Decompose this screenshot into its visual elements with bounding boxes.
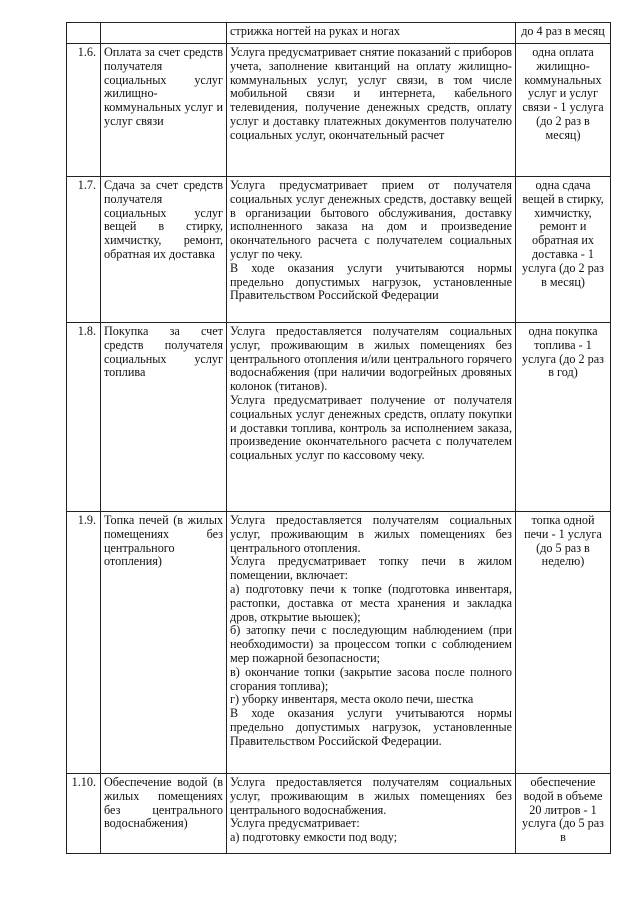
desc-paragraph: Услуга предоставляется получателям социальных услуг, проживающим в жилых помещениях без центрального водоснабжения. bbox=[230, 775, 512, 817]
desc-paragraph: а) подготовку емкости под воду; bbox=[230, 830, 398, 845]
desc-paragraph: Услуга предусматривает снятие показаний с приборов учета, заполнение квитанций на оплату жилищно-коммунальных услуг, услуг связи, в том числе мобильной связи и интернета, кабельного телевидения, получение денежных средств, оплату услуг и доставку платежных документов получателю социальных услуг, окончательный расчет bbox=[230, 45, 512, 142]
service-frequency: до 4 раз в месяц bbox=[516, 23, 611, 44]
desc-paragraph: в) окончание топки (закрытие засова после полного сгорания топлива); bbox=[230, 664, 512, 693]
table-row bbox=[67, 177, 611, 323]
row-number: 1.6. bbox=[67, 44, 101, 177]
service-description bbox=[227, 774, 516, 854]
service-frequency: одна оплата жилищно-коммунальных услуг и услуг связи - 1 услуга (до 2 раз в месяц) bbox=[516, 44, 611, 177]
row-number: 1.7. bbox=[67, 177, 101, 323]
service-frequency: одна сдача вещей в стирку, химчистку, ремонт и обратная их доставка - 1 услуга (до 2 раз в месяц) bbox=[516, 177, 611, 323]
row-number: 1.8. bbox=[67, 323, 101, 512]
service-description bbox=[227, 512, 516, 774]
table-row bbox=[67, 44, 611, 177]
desc-paragraph: Услуга предоставляется получателям социальных услуг, проживающим в жилых помещениях без центрального отопления и/или центрального горячего водоснабжения (при наличии водогрейных дровяных колонок (титанов). bbox=[230, 324, 512, 394]
service-description bbox=[227, 23, 516, 44]
row-number bbox=[67, 23, 101, 44]
service-description bbox=[227, 44, 516, 177]
service-name bbox=[101, 23, 227, 44]
desc-paragraph: Услуга предоставляется получателям социальных услуг, проживающим в жилых помещениях без центрального отопления. bbox=[230, 513, 512, 555]
service-name: Сдача за счет средств получателя социальных услуг вещей в стирку, химчистку, ремонт, обратная их доставка bbox=[101, 177, 227, 323]
service-name: Обеспечение водой (в жилых помещениях без центрального водоснабжения) bbox=[101, 774, 227, 854]
service-description bbox=[227, 323, 516, 512]
desc-paragraph: Услуга предусматривает топку печи в жилом помещении, включает: bbox=[230, 554, 512, 583]
table-row bbox=[67, 774, 611, 854]
desc-paragraph: стрижка ногтей на руках и ногах bbox=[230, 24, 401, 38]
desc-paragraph: а) подготовку печи к топке (подготовка инвентаря, растопки, доставка от места хранения и закладка дров, открытие вьюшек); bbox=[230, 581, 512, 624]
service-frequency: топка одной печи - 1 услуга (до 5 раз в неделю) bbox=[516, 512, 611, 774]
service-frequency: одна покупка топлива - 1 услуга (до 2 раз в год) bbox=[516, 323, 611, 512]
desc-paragraph: Услуга предусматривает: bbox=[230, 816, 360, 831]
service-name: Топка печей (в жилых помещениях без центрального отопления) bbox=[101, 512, 227, 774]
desc-paragraph: В ходе оказания услуги учитываются нормы предельно допустимых нагрузок, установленные Правительством Российской Федерации bbox=[230, 260, 512, 303]
service-frequency: обеспечение водой в объеме 20 литров - 1 услуга (до 5 раз в bbox=[516, 774, 611, 854]
service-name: Оплата за счет средств получателя социальных услуг жилищно-коммунальных услуг и услуг связи bbox=[101, 44, 227, 177]
row-number: 1.10. bbox=[67, 774, 101, 854]
table-row bbox=[67, 23, 611, 44]
desc-paragraph: В ходе оказания услуги учитываются нормы предельно допустимых нагрузок, установленные Правительством Российской Федерации. bbox=[230, 706, 512, 748]
desc-paragraph: г) уборку инвентаря, места около печи, шестка bbox=[230, 692, 474, 707]
desc-paragraph: Услуга предусматривает получение от получателя социальных услуг денежных средств, оплату покупки и доставки топлива, контроль за исполнением заказа, произведение окончательного расчета с получателем социальных услуг по кассовому чеку. bbox=[230, 392, 512, 463]
table-row bbox=[67, 323, 611, 512]
services-table bbox=[66, 22, 611, 854]
row-number: 1.9. bbox=[67, 512, 101, 774]
desc-paragraph: б) затопку печи с последующим наблюдением (при необходимости) за процессом топки с соблюдением мер пожарной безопасности; bbox=[230, 623, 512, 665]
service-name: Покупка за счет средств получателя социальных услуг топлива bbox=[101, 323, 227, 512]
service-description bbox=[227, 177, 516, 323]
desc-paragraph: Услуга предусматривает прием от получателя социальных услуг денежных средств, доставку вещей в организации бытового обслуживания, доставку исполненного заказа на дом и произведение окончательного расчета с получателем социальных услуг по чеку. bbox=[230, 178, 512, 261]
table-row bbox=[67, 512, 611, 774]
